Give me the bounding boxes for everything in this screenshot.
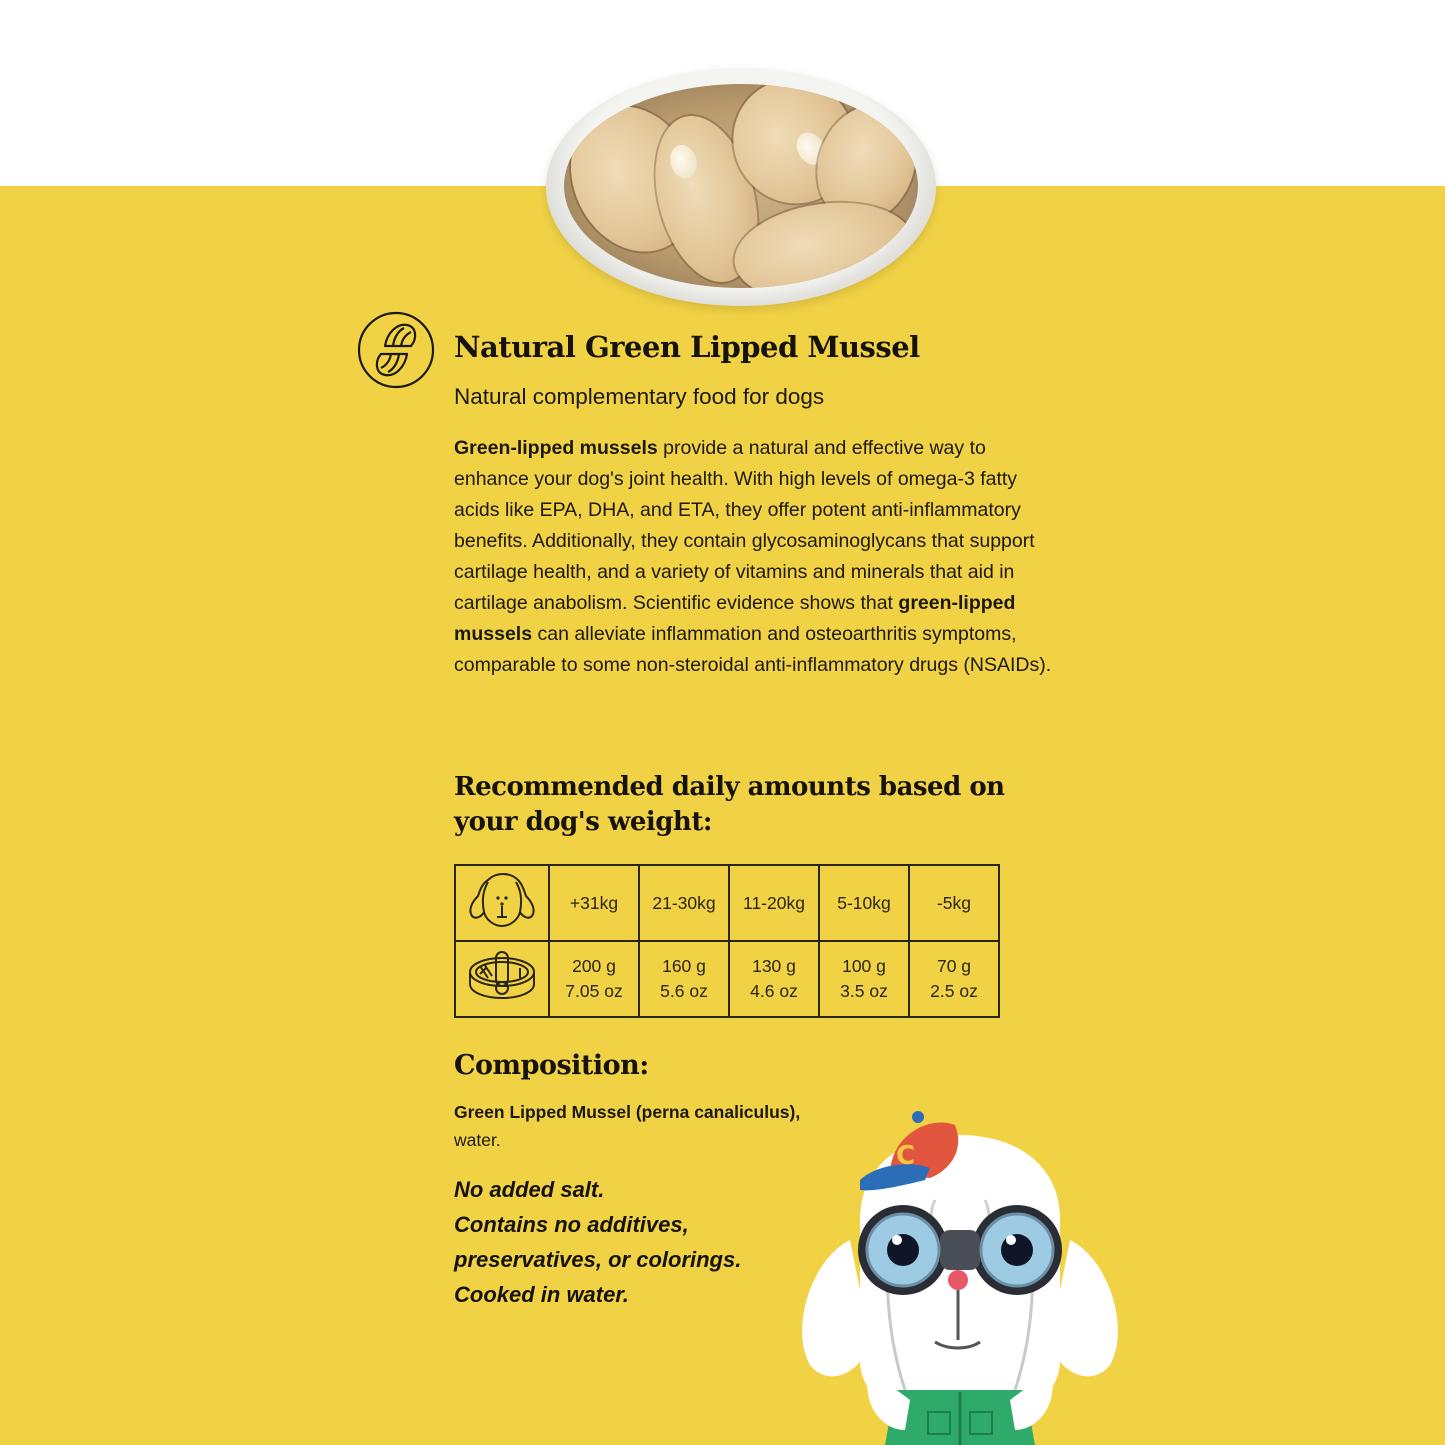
amount-ounces: 7.05 oz: [565, 981, 623, 1001]
weight-row: [455, 865, 999, 941]
description-text-2: can alleviate inflammation and osteoarthritis symptoms, comparable to some non-steroidal anti-inflammatory drugs (NSAIDs).: [454, 623, 1052, 676]
product-notes: [454, 1172, 814, 1312]
food-tin-icon: [466, 946, 538, 1006]
product-title: Natural Green Lipped Mussel: [454, 330, 920, 364]
note-line: No added salt.: [454, 1177, 605, 1202]
daily-amounts-heading: Recommended daily amounts based on your dog's weight:: [454, 772, 1005, 837]
description-text-1: provide a natural and effective way to enhance your dog's joint health. With high levels of omega-3 fatty acids like EPA, DHA, and ETA, they offer potent anti-inflammatory benefits. Additionally, they contain glycosaminoglycans that support cartilage health, and a variety of vitamins and minerals that aid in cartilage anabolism. Scientific evidence shows that: [454, 437, 1035, 614]
cap-letter: C: [896, 1141, 916, 1171]
amount-ounces: 5.6 oz: [660, 981, 708, 1001]
note-line: Cooked in water.: [454, 1282, 629, 1307]
mussels-in-tin: [564, 84, 918, 288]
amount-row-icon-cell: [455, 941, 549, 1017]
amount-cell: [819, 941, 909, 1017]
weight-cell: 11-20kg: [729, 865, 819, 941]
amount-ounces: 3.5 oz: [840, 981, 888, 1001]
amount-grams: 130 g: [752, 956, 796, 976]
amount-row: [455, 941, 999, 1017]
composition-water: water.: [454, 1130, 501, 1150]
weight-cell: 21-30kg: [639, 865, 729, 941]
description-bold-1: Green-lipped mussels: [454, 437, 658, 459]
dog-mascot-illustration: [790, 1100, 1130, 1445]
daily-amounts-table: [454, 864, 1000, 1018]
amount-ounces: 4.6 oz: [750, 981, 798, 1001]
amount-grams: 70 g: [936, 956, 972, 976]
amount-cell: [639, 941, 729, 1017]
dog-face-icon: [466, 870, 538, 930]
weight-cell: -5kg: [909, 865, 999, 941]
composition-ingredients: Green Lipped Mussel (perna canaliculus),: [454, 1102, 801, 1122]
amount-cell: [909, 941, 999, 1017]
product-tin-image: [546, 68, 936, 306]
composition-heading: Composition:: [454, 1050, 649, 1081]
note-line: preservatives, or colorings.: [454, 1247, 742, 1272]
amount-ounces: 2.5 oz: [930, 981, 978, 1001]
description-bold-2: green-lipped mussels: [454, 592, 1016, 645]
amount-grams: 100 g: [842, 956, 886, 976]
amount-cell: [729, 941, 819, 1017]
amount-grams: 160 g: [662, 956, 706, 976]
weight-cell: 5-10kg: [819, 865, 909, 941]
weight-cell: +31kg: [549, 865, 639, 941]
product-subtitle: Natural complementary food for dogs: [454, 384, 825, 409]
product-description: [454, 433, 1054, 681]
mussel-badge-icon: [357, 311, 435, 389]
note-line: Contains no additives,: [454, 1212, 689, 1237]
weight-row-icon-cell: [455, 865, 549, 941]
amount-cell: [549, 941, 639, 1017]
amount-grams: 200 g: [572, 956, 616, 976]
